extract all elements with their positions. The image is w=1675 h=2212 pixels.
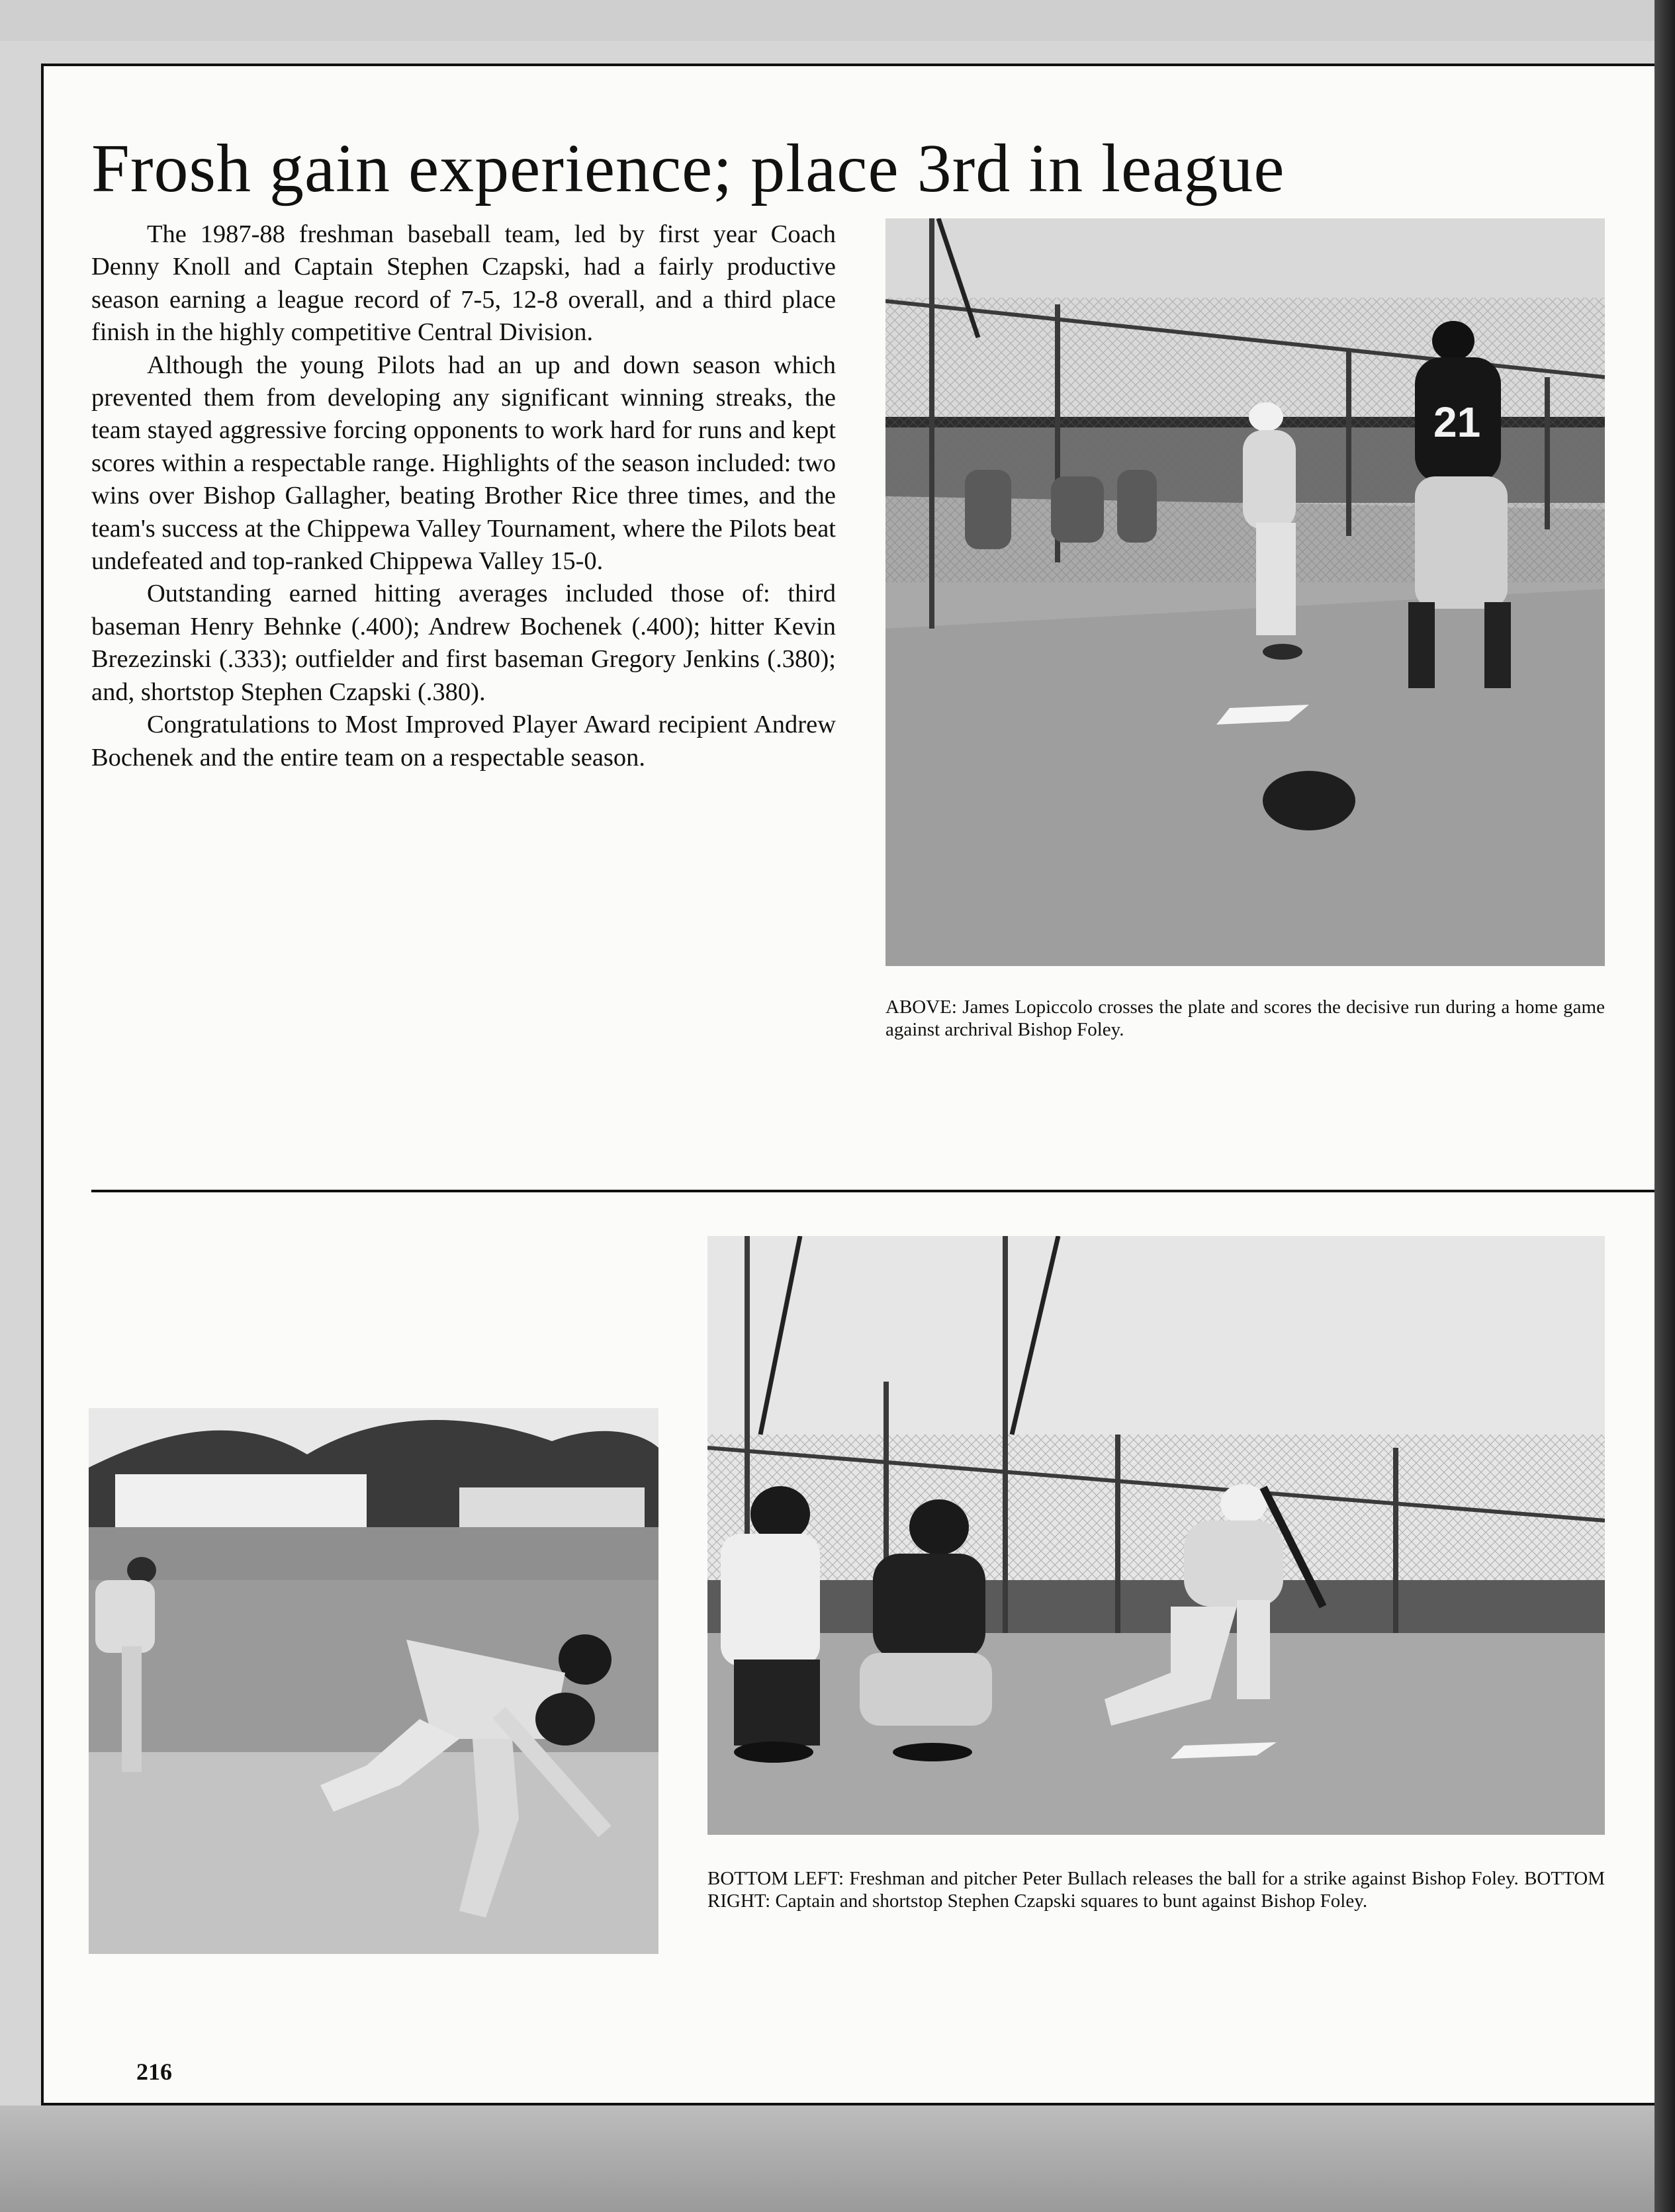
section-divider xyxy=(91,1190,1666,1192)
scan-background xyxy=(0,0,1675,41)
photo-caption-top: ABOVE: James Lopiccolo crosses the plate and scores the decisive run during a home game against archrival Bishop Foley. xyxy=(885,996,1605,1040)
photo-caption-bottom: BOTTOM LEFT: Freshman and pitcher Peter Bullach releases the ball for a strike against Bishop Foley. BOTTOM RIGHT: Captain and shortstop Stephen Czapski squares to bunt against Bishop Foley. xyxy=(707,1868,1605,1912)
jersey-number: 21 xyxy=(1433,398,1481,446)
page-number: 216 xyxy=(136,2058,172,2085)
photo-pitcher xyxy=(89,1408,658,1954)
article-paragraph: Outstanding earned hitting averages included those of: third baseman Henry Behnke (.400); Andrew Bochenek (.400); hitter Kevin Brezezinski (.333); outfielder and first baseman Gregory Jenkins (.380); and, shortstop Stephen Czapski (.380). xyxy=(91,580,836,706)
article-paragraph: The 1987-88 freshman baseball team, led by first year Coach Denny Knoll and Captain Stephen Czapski, had a fairly productive season earning a league record of 7-5, 12-8 overall, and a third place finish in the highly competitive Central Division. xyxy=(91,220,836,347)
photo-runner-scores xyxy=(885,218,1605,966)
photo-bunt xyxy=(707,1236,1605,1835)
page-edge-shadow xyxy=(1654,0,1675,2212)
article-paragraph: Although the young Pilots had an up and down season which prevented them from developing any significant winning streaks, the team stayed aggressive forcing opponents to work hard for runs and kept scores within a respectable range. Highlights of the season included: two wins over Bishop Gallagher, beating Brother Rice three times, and the team's success at the Chippewa Valley Tournament, where the Pilots beat undefeated and top-ranked Chippewa Valley 15-0. xyxy=(91,351,836,576)
article-body xyxy=(91,218,836,774)
article-paragraph: Congratulations to Most Improved Player Award recipient Andrew Bochenek and the entire team on a respectable season. xyxy=(91,711,836,772)
scan-background xyxy=(0,2105,1675,2212)
article-headline: Frosh gain experience; place 3rd in league xyxy=(91,130,1285,206)
